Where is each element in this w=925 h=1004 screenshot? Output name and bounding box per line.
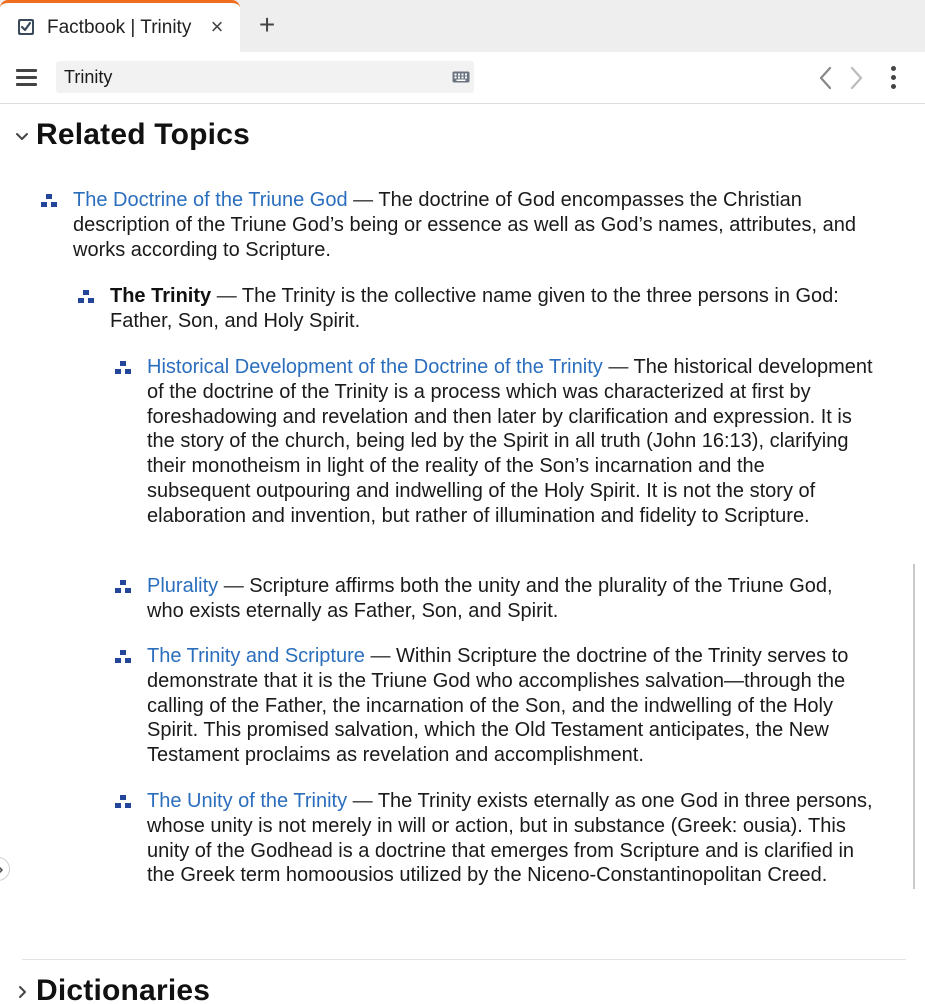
topic-link[interactable]: The Unity of the Trinity bbox=[147, 790, 348, 812]
search-input[interactable] bbox=[56, 61, 441, 93]
dash: — bbox=[216, 285, 237, 307]
dash: — bbox=[352, 790, 373, 812]
topic-description: Scripture affirms both the unity and the plurality of the Triune God, who exists eternally as Father, Son, and Spirit. bbox=[147, 575, 833, 622]
section-title-dictionaries: Dictionaries bbox=[36, 974, 211, 1004]
topic-entry bbox=[115, 789, 875, 888]
topic-description: The Trinity exists eternally as one God in three persons, whose unity is not merely in will or action, but in substance (Greek: ousia). This unity of the Godhead is a doctrine that emerges from Scripture and is clarified in the Greek term homoousios utilized by the Niceno-Constantinopolitan Creed. bbox=[147, 790, 873, 887]
topic-description: Within Scripture the doctrine of the Trinity serves to demonstrate that it is the Triune God who accomplishes salvation—through the calling of the Father, the incarnation of the Son, and the indwelling of the Holy Spirit. This promised salvation, which the Old Testament anticipates, the New Testament proclaims as revelation and accomplishment. bbox=[147, 645, 849, 767]
factbook-content bbox=[0, 104, 925, 1004]
section-title-related-topics: Related Topics bbox=[36, 118, 250, 151]
dash: — bbox=[353, 189, 374, 211]
topic-link[interactable]: The Trinity and Scripture bbox=[147, 645, 365, 667]
topic-hierarchy-icon bbox=[115, 649, 131, 665]
menu-icon[interactable] bbox=[16, 69, 38, 87]
topic-link[interactable]: Plurality bbox=[147, 575, 219, 597]
topic-link[interactable]: The Doctrine of the Triune God bbox=[73, 189, 348, 211]
search-box bbox=[56, 61, 474, 93]
topic-current-title: The Trinity bbox=[110, 285, 212, 307]
topic-link[interactable]: Historical Development of the Doctrine of the Trinity bbox=[147, 356, 603, 378]
topic-entry bbox=[41, 188, 871, 262]
chevron-down-icon[interactable] bbox=[14, 128, 30, 144]
dash: — bbox=[370, 645, 391, 667]
topic-hierarchy-icon bbox=[41, 193, 57, 209]
topic-description: The historical development of the doctrine of the Trinity is a process which was characterized at first by foreshadowing and revelation and then later by clarification and expression. It is the story of the church, being led by the Spirit in all truth (John 16:13), clarifying their monotheism in light of the reality of the Son’s incarnation and the subsequent outpouring and indwelling of the Holy Spirit. It is not the story of elaboration and invention, but rather of illumination and fidelity to Scripture. bbox=[147, 356, 873, 527]
dash: — bbox=[223, 575, 244, 597]
topic-hierarchy-icon bbox=[78, 289, 94, 305]
chevron-right-icon[interactable] bbox=[14, 984, 30, 1000]
close-tab-icon[interactable]: × bbox=[210, 14, 224, 39]
topic-description: The doctrine of God encompasses the Christian description of the Triune God’s being or essence as well as God’s names, attributes, and works according to Scripture. bbox=[73, 189, 857, 261]
tab-strip bbox=[0, 0, 925, 52]
toolbar bbox=[0, 52, 925, 104]
topic-entry bbox=[115, 644, 873, 768]
factbook-check-icon bbox=[17, 18, 35, 36]
new-tab-icon[interactable]: + bbox=[258, 9, 276, 40]
topic-entry bbox=[78, 284, 871, 334]
topic-hierarchy-icon bbox=[115, 579, 131, 595]
topic-entry bbox=[115, 574, 873, 624]
dash: — bbox=[608, 356, 629, 378]
scrollbar[interactable] bbox=[913, 564, 915, 889]
topic-description: The Trinity is the collective name given to the three persons in God: Father, Son, and Holy Spirit. bbox=[110, 285, 839, 332]
section-divider bbox=[22, 959, 906, 960]
topic-entry bbox=[115, 355, 873, 529]
tab-factbook-trinity[interactable] bbox=[0, 0, 240, 52]
tab-title: Factbook | Trinity bbox=[47, 17, 192, 38]
keyboard-icon[interactable] bbox=[452, 71, 470, 83]
topic-hierarchy-icon bbox=[115, 794, 131, 810]
topic-hierarchy-icon bbox=[115, 360, 131, 376]
chevron-right-icon bbox=[0, 865, 4, 875]
more-vertical-icon[interactable] bbox=[888, 64, 900, 92]
chevron-right-icon[interactable] bbox=[846, 65, 866, 91]
chevron-left-icon[interactable] bbox=[816, 65, 836, 91]
